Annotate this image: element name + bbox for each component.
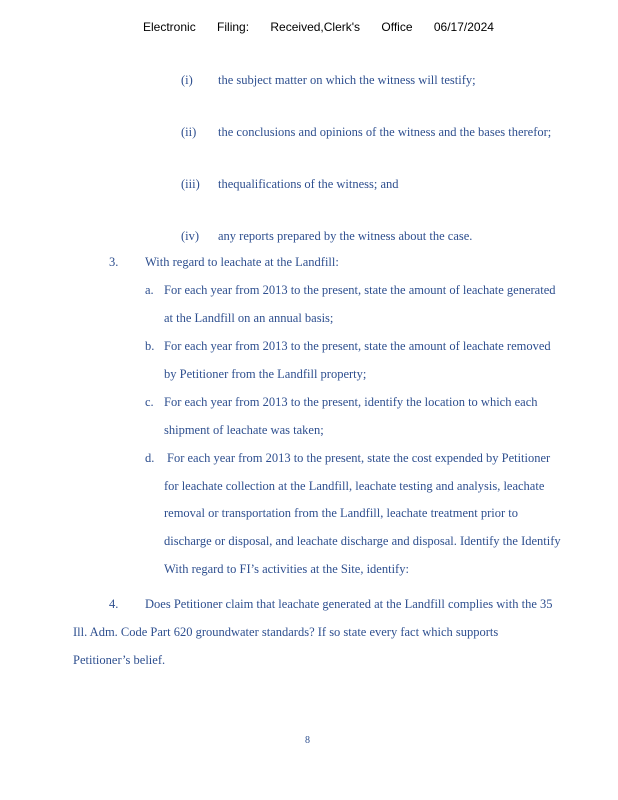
item-i-number: (i) (181, 73, 193, 87)
header-date: 06/17/2024 (433, 20, 494, 34)
item-iii-number: (iii) (181, 177, 200, 191)
header-electronic: Electronic (143, 20, 196, 34)
header-received: Received,Clerk's (270, 20, 361, 34)
item-ii-text: the conclusions and opinions of the witness and the bases therefor; (218, 125, 552, 139)
subitem-d-line-1: For each year from 2013 to the present, state the cost expended by Petitioner (167, 451, 551, 465)
question-4-line-3: Petitioner’s belief. (73, 653, 166, 667)
subitem-d-label: d. (145, 451, 155, 465)
subitem-d-line-4: discharge or disposal, and leachate discharge and disposal. Identify the Identify (164, 534, 561, 548)
filing-header (143, 20, 494, 34)
subitem-d-line-2: for leachate collection at the Landfill, leachate testing and analysis, leachate (164, 479, 545, 493)
item-iv-text: any reports prepared by the witness about the case. (218, 229, 473, 243)
page-number: 8 (305, 735, 310, 746)
question-4-line-2: Ill. Adm. Code Part 620 groundwater standards? If so state every fact which supports (73, 625, 499, 639)
subitem-d-line-5: With regard to FI’s activities at the Site, identify: (164, 562, 409, 576)
subitem-d-line-3: removal or transportation from the Landfill, leachate treatment prior to (164, 506, 519, 520)
subitem-b-line-1: For each year from 2013 to the present, state the amount of leachate removed (164, 339, 551, 353)
subitem-a-line-2: at the Landfill on an annual basis; (164, 311, 334, 325)
header-filing: Filing: (217, 20, 250, 34)
item-iii-text: thequalifications of the witness; and (218, 177, 399, 191)
subitem-a-label: a. (145, 283, 154, 297)
header-office: Office (381, 20, 413, 34)
question-4-line-1: Does Petitioner claim that leachate generated at the Landfill complies with the 35 (145, 597, 553, 611)
question-3-number: 3. (109, 255, 119, 269)
item-ii-number: (ii) (181, 125, 197, 139)
subitem-b-line-2: by Petitioner from the Landfill property; (164, 367, 367, 381)
question-4-number: 4. (109, 597, 119, 611)
subitem-b-label: b. (145, 339, 155, 353)
subitem-c-line-2: shipment of leachate was taken; (164, 423, 324, 437)
subitem-a-line-1: For each year from 2013 to the present, state the amount of leachate generated (164, 283, 556, 297)
item-i-text: the subject matter on which the witness will testify; (218, 73, 476, 87)
subitem-c-label: c. (145, 395, 154, 409)
question-3-text: With regard to leachate at the Landfill: (145, 255, 339, 269)
subitem-c-line-1: For each year from 2013 to the present, identify the location to which each (164, 395, 538, 409)
item-iv-number: (iv) (181, 229, 200, 243)
